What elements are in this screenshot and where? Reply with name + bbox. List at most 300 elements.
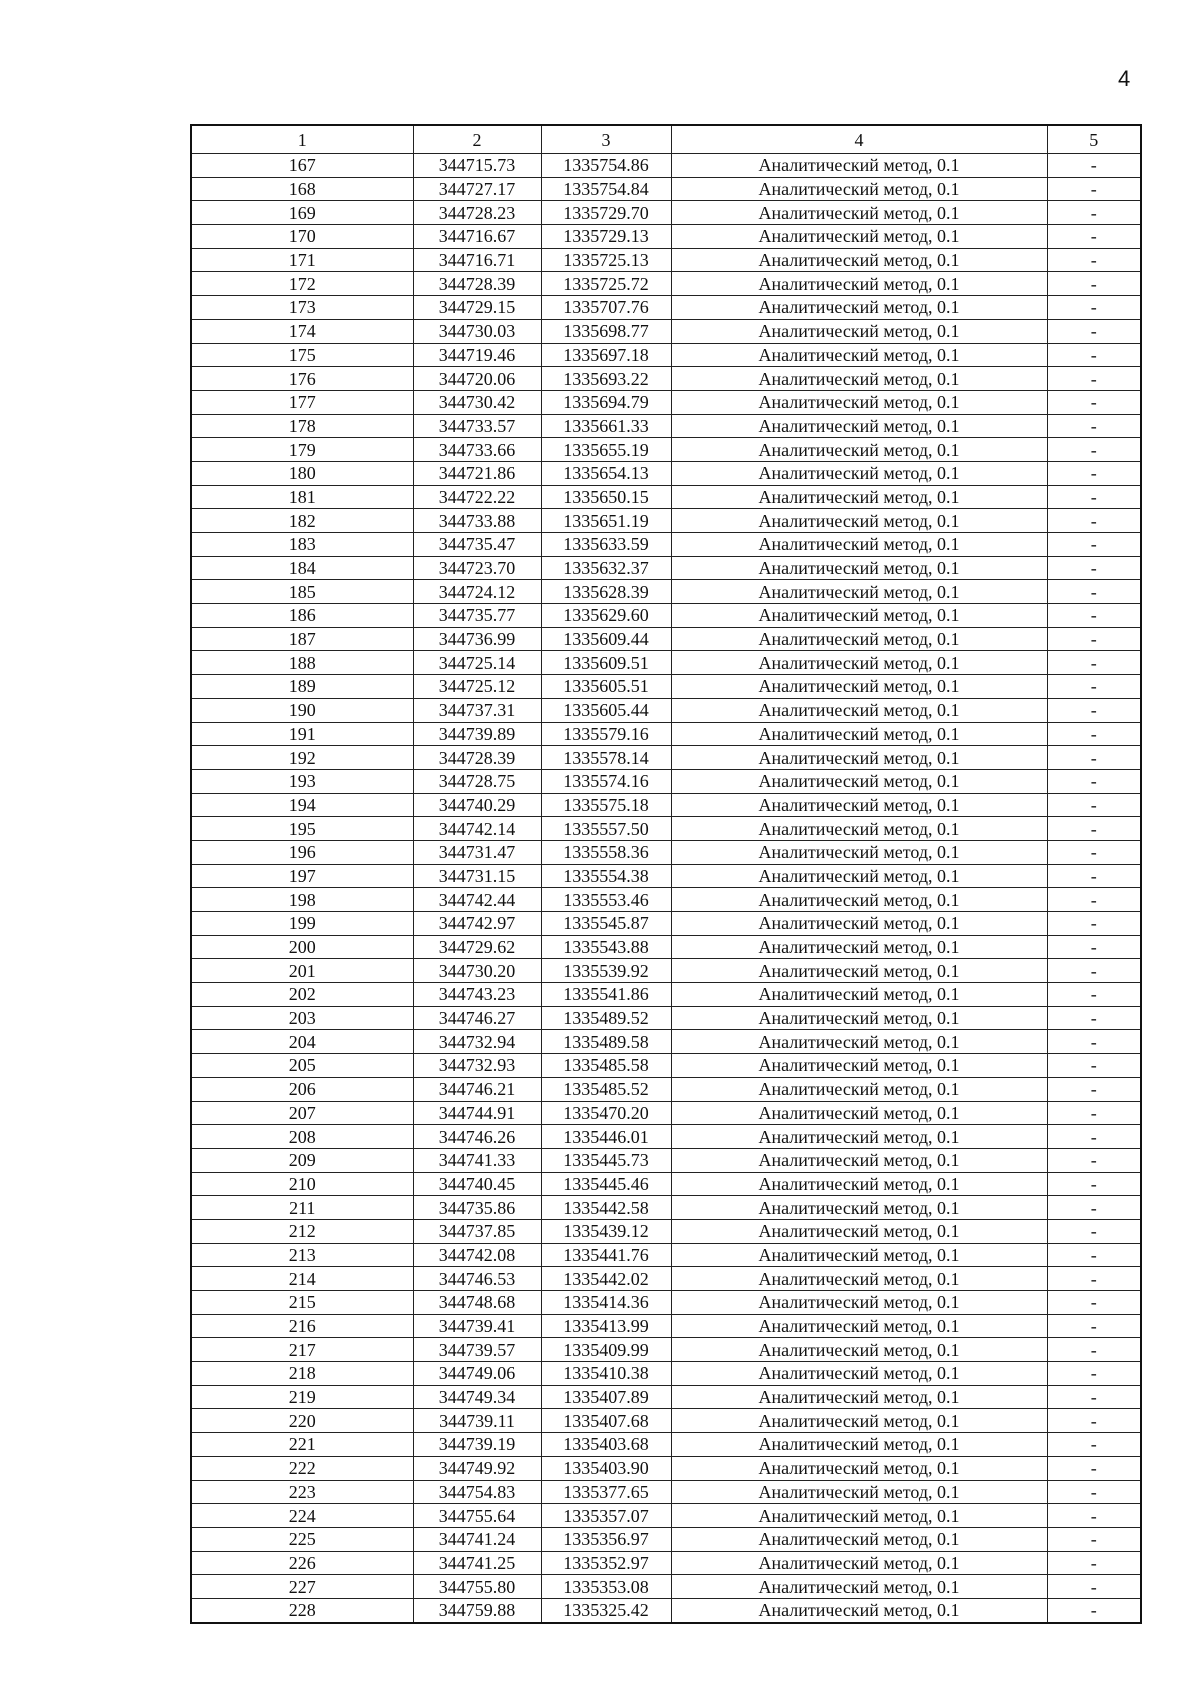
point-number-cell: 175 bbox=[191, 343, 413, 367]
point-number-cell: 184 bbox=[191, 556, 413, 580]
method-cell: Аналитический метод, 0.1 bbox=[671, 1598, 1047, 1622]
x-coordinate-cell: 344730.20 bbox=[413, 959, 541, 983]
method-cell: Аналитический метод, 0.1 bbox=[671, 1551, 1047, 1575]
description-cell: - bbox=[1047, 556, 1141, 580]
table-row bbox=[191, 864, 1141, 888]
y-coordinate-cell: 1335485.52 bbox=[541, 1077, 671, 1101]
description-cell: - bbox=[1047, 1267, 1141, 1291]
method-cell: Аналитический метод, 0.1 bbox=[671, 627, 1047, 651]
table-row bbox=[191, 1267, 1141, 1291]
table-row bbox=[191, 959, 1141, 983]
description-cell: - bbox=[1047, 1125, 1141, 1149]
point-number-cell: 217 bbox=[191, 1338, 413, 1362]
header-row bbox=[191, 125, 1141, 154]
description-cell: - bbox=[1047, 1480, 1141, 1504]
description-cell: - bbox=[1047, 485, 1141, 509]
table-row bbox=[191, 1125, 1141, 1149]
method-cell: Аналитический метод, 0.1 bbox=[671, 959, 1047, 983]
description-cell: - bbox=[1047, 1338, 1141, 1362]
table-row bbox=[191, 1385, 1141, 1409]
method-cell: Аналитический метод, 0.1 bbox=[671, 1219, 1047, 1243]
table-row bbox=[191, 533, 1141, 557]
x-coordinate-cell: 344736.99 bbox=[413, 627, 541, 651]
point-number-cell: 207 bbox=[191, 1101, 413, 1125]
x-coordinate-cell: 344739.57 bbox=[413, 1338, 541, 1362]
x-coordinate-cell: 344744.91 bbox=[413, 1101, 541, 1125]
table-row bbox=[191, 935, 1141, 959]
description-cell: - bbox=[1047, 651, 1141, 675]
table-row bbox=[191, 154, 1141, 178]
table-row bbox=[191, 651, 1141, 675]
point-number-cell: 189 bbox=[191, 675, 413, 699]
method-cell: Аналитический метод, 0.1 bbox=[671, 722, 1047, 746]
description-cell: - bbox=[1047, 769, 1141, 793]
point-number-cell: 218 bbox=[191, 1362, 413, 1386]
y-coordinate-cell: 1335377.65 bbox=[541, 1480, 671, 1504]
table-row bbox=[191, 1598, 1141, 1622]
y-coordinate-cell: 1335352.97 bbox=[541, 1551, 671, 1575]
y-coordinate-cell: 1335414.36 bbox=[541, 1291, 671, 1315]
description-cell: - bbox=[1047, 1006, 1141, 1030]
method-cell: Аналитический метод, 0.1 bbox=[671, 1433, 1047, 1457]
method-cell: Аналитический метод, 0.1 bbox=[671, 319, 1047, 343]
table-row bbox=[191, 556, 1141, 580]
table-row bbox=[191, 675, 1141, 699]
point-number-cell: 183 bbox=[191, 533, 413, 557]
y-coordinate-cell: 1335698.77 bbox=[541, 319, 671, 343]
description-cell: - bbox=[1047, 1551, 1141, 1575]
x-coordinate-cell: 344742.14 bbox=[413, 817, 541, 841]
y-coordinate-cell: 1335651.19 bbox=[541, 509, 671, 533]
point-number-cell: 170 bbox=[191, 225, 413, 249]
method-cell: Аналитический метод, 0.1 bbox=[671, 1030, 1047, 1054]
y-coordinate-cell: 1335470.20 bbox=[541, 1101, 671, 1125]
y-coordinate-cell: 1335409.99 bbox=[541, 1338, 671, 1362]
method-cell: Аналитический метод, 0.1 bbox=[671, 485, 1047, 509]
y-coordinate-cell: 1335754.84 bbox=[541, 177, 671, 201]
column-header-4: 4 bbox=[671, 125, 1047, 154]
y-coordinate-cell: 1335539.92 bbox=[541, 959, 671, 983]
table-row bbox=[191, 1172, 1141, 1196]
table-row bbox=[191, 983, 1141, 1007]
x-coordinate-cell: 344721.86 bbox=[413, 461, 541, 485]
description-cell: - bbox=[1047, 1575, 1141, 1599]
point-number-cell: 197 bbox=[191, 864, 413, 888]
method-cell: Аналитический метод, 0.1 bbox=[671, 390, 1047, 414]
description-cell: - bbox=[1047, 1077, 1141, 1101]
y-coordinate-cell: 1335694.79 bbox=[541, 390, 671, 414]
point-number-cell: 221 bbox=[191, 1433, 413, 1457]
method-cell: Аналитический метод, 0.1 bbox=[671, 1196, 1047, 1220]
description-cell: - bbox=[1047, 533, 1141, 557]
table-row bbox=[191, 248, 1141, 272]
point-number-cell: 193 bbox=[191, 769, 413, 793]
point-number-cell: 171 bbox=[191, 248, 413, 272]
point-number-cell: 219 bbox=[191, 1385, 413, 1409]
y-coordinate-cell: 1335445.46 bbox=[541, 1172, 671, 1196]
y-coordinate-cell: 1335403.68 bbox=[541, 1433, 671, 1457]
description-cell: - bbox=[1047, 225, 1141, 249]
description-cell: - bbox=[1047, 1433, 1141, 1457]
description-cell: - bbox=[1047, 675, 1141, 699]
x-coordinate-cell: 344733.88 bbox=[413, 509, 541, 533]
x-coordinate-cell: 344740.29 bbox=[413, 793, 541, 817]
x-coordinate-cell: 344722.22 bbox=[413, 485, 541, 509]
method-cell: Аналитический метод, 0.1 bbox=[671, 343, 1047, 367]
table-row bbox=[191, 769, 1141, 793]
table-row bbox=[191, 1196, 1141, 1220]
table-row bbox=[191, 1527, 1141, 1551]
x-coordinate-cell: 344741.25 bbox=[413, 1551, 541, 1575]
method-cell: Аналитический метод, 0.1 bbox=[671, 983, 1047, 1007]
y-coordinate-cell: 1335353.08 bbox=[541, 1575, 671, 1599]
point-number-cell: 187 bbox=[191, 627, 413, 651]
x-coordinate-cell: 344731.15 bbox=[413, 864, 541, 888]
table-row bbox=[191, 1314, 1141, 1338]
method-cell: Аналитический метод, 0.1 bbox=[671, 864, 1047, 888]
y-coordinate-cell: 1335609.44 bbox=[541, 627, 671, 651]
table-row bbox=[191, 1433, 1141, 1457]
y-coordinate-cell: 1335655.19 bbox=[541, 438, 671, 462]
point-number-cell: 202 bbox=[191, 983, 413, 1007]
point-number-cell: 220 bbox=[191, 1409, 413, 1433]
point-number-cell: 186 bbox=[191, 604, 413, 628]
point-number-cell: 204 bbox=[191, 1030, 413, 1054]
y-coordinate-cell: 1335729.70 bbox=[541, 201, 671, 225]
method-cell: Аналитический метод, 0.1 bbox=[671, 533, 1047, 557]
x-coordinate-cell: 344743.23 bbox=[413, 983, 541, 1007]
x-coordinate-cell: 344741.33 bbox=[413, 1148, 541, 1172]
column-header-2: 2 bbox=[413, 125, 541, 154]
table-row bbox=[191, 580, 1141, 604]
point-number-cell: 223 bbox=[191, 1480, 413, 1504]
y-coordinate-cell: 1335574.16 bbox=[541, 769, 671, 793]
table-row bbox=[191, 1504, 1141, 1528]
description-cell: - bbox=[1047, 509, 1141, 533]
y-coordinate-cell: 1335558.36 bbox=[541, 840, 671, 864]
point-number-cell: 198 bbox=[191, 888, 413, 912]
point-number-cell: 195 bbox=[191, 817, 413, 841]
x-coordinate-cell: 344740.45 bbox=[413, 1172, 541, 1196]
description-cell: - bbox=[1047, 319, 1141, 343]
x-coordinate-cell: 344746.27 bbox=[413, 1006, 541, 1030]
point-number-cell: 200 bbox=[191, 935, 413, 959]
point-number-cell: 174 bbox=[191, 319, 413, 343]
y-coordinate-cell: 1335445.73 bbox=[541, 1148, 671, 1172]
table-row bbox=[191, 461, 1141, 485]
point-number-cell: 213 bbox=[191, 1243, 413, 1267]
method-cell: Аналитический метод, 0.1 bbox=[671, 248, 1047, 272]
table-row bbox=[191, 1362, 1141, 1386]
table-row bbox=[191, 1030, 1141, 1054]
x-coordinate-cell: 344739.11 bbox=[413, 1409, 541, 1433]
x-coordinate-cell: 344739.41 bbox=[413, 1314, 541, 1338]
method-cell: Аналитический метод, 0.1 bbox=[671, 1527, 1047, 1551]
x-coordinate-cell: 344730.03 bbox=[413, 319, 541, 343]
y-coordinate-cell: 1335441.76 bbox=[541, 1243, 671, 1267]
method-cell: Аналитический метод, 0.1 bbox=[671, 840, 1047, 864]
point-number-cell: 209 bbox=[191, 1148, 413, 1172]
table-row bbox=[191, 840, 1141, 864]
x-coordinate-cell: 344727.17 bbox=[413, 177, 541, 201]
method-cell: Аналитический метод, 0.1 bbox=[671, 888, 1047, 912]
y-coordinate-cell: 1335489.58 bbox=[541, 1030, 671, 1054]
y-coordinate-cell: 1335605.44 bbox=[541, 698, 671, 722]
x-coordinate-cell: 344731.47 bbox=[413, 840, 541, 864]
method-cell: Аналитический метод, 0.1 bbox=[671, 1504, 1047, 1528]
y-coordinate-cell: 1335693.22 bbox=[541, 367, 671, 391]
method-cell: Аналитический метод, 0.1 bbox=[671, 296, 1047, 320]
point-number-cell: 192 bbox=[191, 746, 413, 770]
column-header-1: 1 bbox=[191, 125, 413, 154]
x-coordinate-cell: 344739.89 bbox=[413, 722, 541, 746]
description-cell: - bbox=[1047, 1456, 1141, 1480]
point-number-cell: 215 bbox=[191, 1291, 413, 1315]
column-header-5: 5 bbox=[1047, 125, 1141, 154]
table-row bbox=[191, 343, 1141, 367]
y-coordinate-cell: 1335553.46 bbox=[541, 888, 671, 912]
column-header-3: 3 bbox=[541, 125, 671, 154]
y-coordinate-cell: 1335605.51 bbox=[541, 675, 671, 699]
y-coordinate-cell: 1335557.50 bbox=[541, 817, 671, 841]
method-cell: Аналитический метод, 0.1 bbox=[671, 1101, 1047, 1125]
table-row bbox=[191, 272, 1141, 296]
method-cell: Аналитический метод, 0.1 bbox=[671, 201, 1047, 225]
description-cell: - bbox=[1047, 1291, 1141, 1315]
method-cell: Аналитический метод, 0.1 bbox=[671, 154, 1047, 178]
description-cell: - bbox=[1047, 1314, 1141, 1338]
table-row bbox=[191, 1101, 1141, 1125]
description-cell: - bbox=[1047, 296, 1141, 320]
table-row bbox=[191, 225, 1141, 249]
x-coordinate-cell: 344748.68 bbox=[413, 1291, 541, 1315]
table-row bbox=[191, 438, 1141, 462]
description-cell: - bbox=[1047, 864, 1141, 888]
point-number-cell: 181 bbox=[191, 485, 413, 509]
y-coordinate-cell: 1335543.88 bbox=[541, 935, 671, 959]
table-row bbox=[191, 319, 1141, 343]
x-coordinate-cell: 344735.86 bbox=[413, 1196, 541, 1220]
table-row bbox=[191, 1077, 1141, 1101]
point-number-cell: 190 bbox=[191, 698, 413, 722]
x-coordinate-cell: 344735.47 bbox=[413, 533, 541, 557]
description-cell: - bbox=[1047, 1527, 1141, 1551]
table-row bbox=[191, 1480, 1141, 1504]
table-row bbox=[191, 627, 1141, 651]
description-cell: - bbox=[1047, 1054, 1141, 1078]
point-number-cell: 225 bbox=[191, 1527, 413, 1551]
x-coordinate-cell: 344749.92 bbox=[413, 1456, 541, 1480]
x-coordinate-cell: 344728.39 bbox=[413, 746, 541, 770]
x-coordinate-cell: 344746.21 bbox=[413, 1077, 541, 1101]
method-cell: Аналитический метод, 0.1 bbox=[671, 604, 1047, 628]
description-cell: - bbox=[1047, 604, 1141, 628]
table-row bbox=[191, 1456, 1141, 1480]
table-row bbox=[191, 1551, 1141, 1575]
description-cell: - bbox=[1047, 1172, 1141, 1196]
method-cell: Аналитический метод, 0.1 bbox=[671, 556, 1047, 580]
y-coordinate-cell: 1335439.12 bbox=[541, 1219, 671, 1243]
point-number-cell: 168 bbox=[191, 177, 413, 201]
table-row bbox=[191, 1243, 1141, 1267]
method-cell: Аналитический метод, 0.1 bbox=[671, 651, 1047, 675]
method-cell: Аналитический метод, 0.1 bbox=[671, 367, 1047, 391]
page-number: 4 bbox=[1118, 66, 1131, 91]
description-cell: - bbox=[1047, 580, 1141, 604]
x-coordinate-cell: 344733.66 bbox=[413, 438, 541, 462]
y-coordinate-cell: 1335579.16 bbox=[541, 722, 671, 746]
x-coordinate-cell: 344732.93 bbox=[413, 1054, 541, 1078]
point-number-cell: 227 bbox=[191, 1575, 413, 1599]
x-coordinate-cell: 344741.24 bbox=[413, 1527, 541, 1551]
point-number-cell: 176 bbox=[191, 367, 413, 391]
point-number-cell: 203 bbox=[191, 1006, 413, 1030]
description-cell: - bbox=[1047, 793, 1141, 817]
method-cell: Аналитический метод, 0.1 bbox=[671, 1385, 1047, 1409]
description-cell: - bbox=[1047, 1385, 1141, 1409]
method-cell: Аналитический метод, 0.1 bbox=[671, 1362, 1047, 1386]
description-cell: - bbox=[1047, 1196, 1141, 1220]
point-number-cell: 224 bbox=[191, 1504, 413, 1528]
description-cell: - bbox=[1047, 746, 1141, 770]
x-coordinate-cell: 344746.26 bbox=[413, 1125, 541, 1149]
description-cell: - bbox=[1047, 438, 1141, 462]
method-cell: Аналитический метод, 0.1 bbox=[671, 461, 1047, 485]
description-cell: - bbox=[1047, 1219, 1141, 1243]
x-coordinate-cell: 344723.70 bbox=[413, 556, 541, 580]
method-cell: Аналитический метод, 0.1 bbox=[671, 177, 1047, 201]
point-number-cell: 222 bbox=[191, 1456, 413, 1480]
description-cell: - bbox=[1047, 1504, 1141, 1528]
method-cell: Аналитический метод, 0.1 bbox=[671, 580, 1047, 604]
x-coordinate-cell: 344759.88 bbox=[413, 1598, 541, 1622]
y-coordinate-cell: 1335442.02 bbox=[541, 1267, 671, 1291]
method-cell: Аналитический метод, 0.1 bbox=[671, 225, 1047, 249]
y-coordinate-cell: 1335442.58 bbox=[541, 1196, 671, 1220]
x-coordinate-cell: 344737.31 bbox=[413, 698, 541, 722]
description-cell: - bbox=[1047, 1148, 1141, 1172]
y-coordinate-cell: 1335485.58 bbox=[541, 1054, 671, 1078]
description-cell: - bbox=[1047, 722, 1141, 746]
y-coordinate-cell: 1335632.37 bbox=[541, 556, 671, 580]
point-number-cell: 208 bbox=[191, 1125, 413, 1149]
y-coordinate-cell: 1335697.18 bbox=[541, 343, 671, 367]
method-cell: Аналитический метод, 0.1 bbox=[671, 272, 1047, 296]
x-coordinate-cell: 344742.08 bbox=[413, 1243, 541, 1267]
y-coordinate-cell: 1335729.13 bbox=[541, 225, 671, 249]
description-cell: - bbox=[1047, 154, 1141, 178]
x-coordinate-cell: 344732.94 bbox=[413, 1030, 541, 1054]
y-coordinate-cell: 1335403.90 bbox=[541, 1456, 671, 1480]
description-cell: - bbox=[1047, 1598, 1141, 1622]
y-coordinate-cell: 1335410.38 bbox=[541, 1362, 671, 1386]
description-cell: - bbox=[1047, 1362, 1141, 1386]
description-cell: - bbox=[1047, 272, 1141, 296]
x-coordinate-cell: 344716.71 bbox=[413, 248, 541, 272]
method-cell: Аналитический метод, 0.1 bbox=[671, 414, 1047, 438]
y-coordinate-cell: 1335413.99 bbox=[541, 1314, 671, 1338]
table-row bbox=[191, 746, 1141, 770]
y-coordinate-cell: 1335650.15 bbox=[541, 485, 671, 509]
y-coordinate-cell: 1335654.13 bbox=[541, 461, 671, 485]
point-number-cell: 177 bbox=[191, 390, 413, 414]
table-header bbox=[191, 125, 1141, 154]
y-coordinate-cell: 1335725.13 bbox=[541, 248, 671, 272]
method-cell: Аналитический метод, 0.1 bbox=[671, 1148, 1047, 1172]
description-cell: - bbox=[1047, 698, 1141, 722]
point-number-cell: 226 bbox=[191, 1551, 413, 1575]
method-cell: Аналитический метод, 0.1 bbox=[671, 698, 1047, 722]
y-coordinate-cell: 1335489.52 bbox=[541, 1006, 671, 1030]
table-row bbox=[191, 201, 1141, 225]
table-row bbox=[191, 1338, 1141, 1362]
description-cell: - bbox=[1047, 1409, 1141, 1433]
point-number-cell: 191 bbox=[191, 722, 413, 746]
point-number-cell: 180 bbox=[191, 461, 413, 485]
method-cell: Аналитический метод, 0.1 bbox=[671, 1267, 1047, 1291]
x-coordinate-cell: 344737.85 bbox=[413, 1219, 541, 1243]
method-cell: Аналитический метод, 0.1 bbox=[671, 1077, 1047, 1101]
x-coordinate-cell: 344749.34 bbox=[413, 1385, 541, 1409]
x-coordinate-cell: 344728.75 bbox=[413, 769, 541, 793]
x-coordinate-cell: 344730.42 bbox=[413, 390, 541, 414]
point-number-cell: 188 bbox=[191, 651, 413, 675]
point-number-cell: 182 bbox=[191, 509, 413, 533]
description-cell: - bbox=[1047, 983, 1141, 1007]
x-coordinate-cell: 344754.83 bbox=[413, 1480, 541, 1504]
y-coordinate-cell: 1335754.86 bbox=[541, 154, 671, 178]
point-number-cell: 169 bbox=[191, 201, 413, 225]
point-number-cell: 196 bbox=[191, 840, 413, 864]
method-cell: Аналитический метод, 0.1 bbox=[671, 1125, 1047, 1149]
table-row bbox=[191, 509, 1141, 533]
table-row bbox=[191, 177, 1141, 201]
description-cell: - bbox=[1047, 840, 1141, 864]
point-number-cell: 167 bbox=[191, 154, 413, 178]
x-coordinate-cell: 344728.39 bbox=[413, 272, 541, 296]
table-row bbox=[191, 390, 1141, 414]
table-row bbox=[191, 888, 1141, 912]
x-coordinate-cell: 344735.77 bbox=[413, 604, 541, 628]
method-cell: Аналитический метод, 0.1 bbox=[671, 438, 1047, 462]
x-coordinate-cell: 344729.15 bbox=[413, 296, 541, 320]
x-coordinate-cell: 344720.06 bbox=[413, 367, 541, 391]
method-cell: Аналитический метод, 0.1 bbox=[671, 1314, 1047, 1338]
x-coordinate-cell: 344742.44 bbox=[413, 888, 541, 912]
description-cell: - bbox=[1047, 959, 1141, 983]
y-coordinate-cell: 1335545.87 bbox=[541, 912, 671, 936]
point-number-cell: 228 bbox=[191, 1598, 413, 1622]
y-coordinate-cell: 1335446.01 bbox=[541, 1125, 671, 1149]
x-coordinate-cell: 344725.12 bbox=[413, 675, 541, 699]
point-number-cell: 173 bbox=[191, 296, 413, 320]
x-coordinate-cell: 344729.62 bbox=[413, 935, 541, 959]
x-coordinate-cell: 344733.57 bbox=[413, 414, 541, 438]
method-cell: Аналитический метод, 0.1 bbox=[671, 769, 1047, 793]
y-coordinate-cell: 1335325.42 bbox=[541, 1598, 671, 1622]
method-cell: Аналитический метод, 0.1 bbox=[671, 1006, 1047, 1030]
description-cell: - bbox=[1047, 1243, 1141, 1267]
description-cell: - bbox=[1047, 248, 1141, 272]
description-cell: - bbox=[1047, 367, 1141, 391]
description-cell: - bbox=[1047, 1101, 1141, 1125]
method-cell: Аналитический метод, 0.1 bbox=[671, 793, 1047, 817]
x-coordinate-cell: 344746.53 bbox=[413, 1267, 541, 1291]
point-number-cell: 201 bbox=[191, 959, 413, 983]
y-coordinate-cell: 1335575.18 bbox=[541, 793, 671, 817]
description-cell: - bbox=[1047, 390, 1141, 414]
table-row bbox=[191, 722, 1141, 746]
